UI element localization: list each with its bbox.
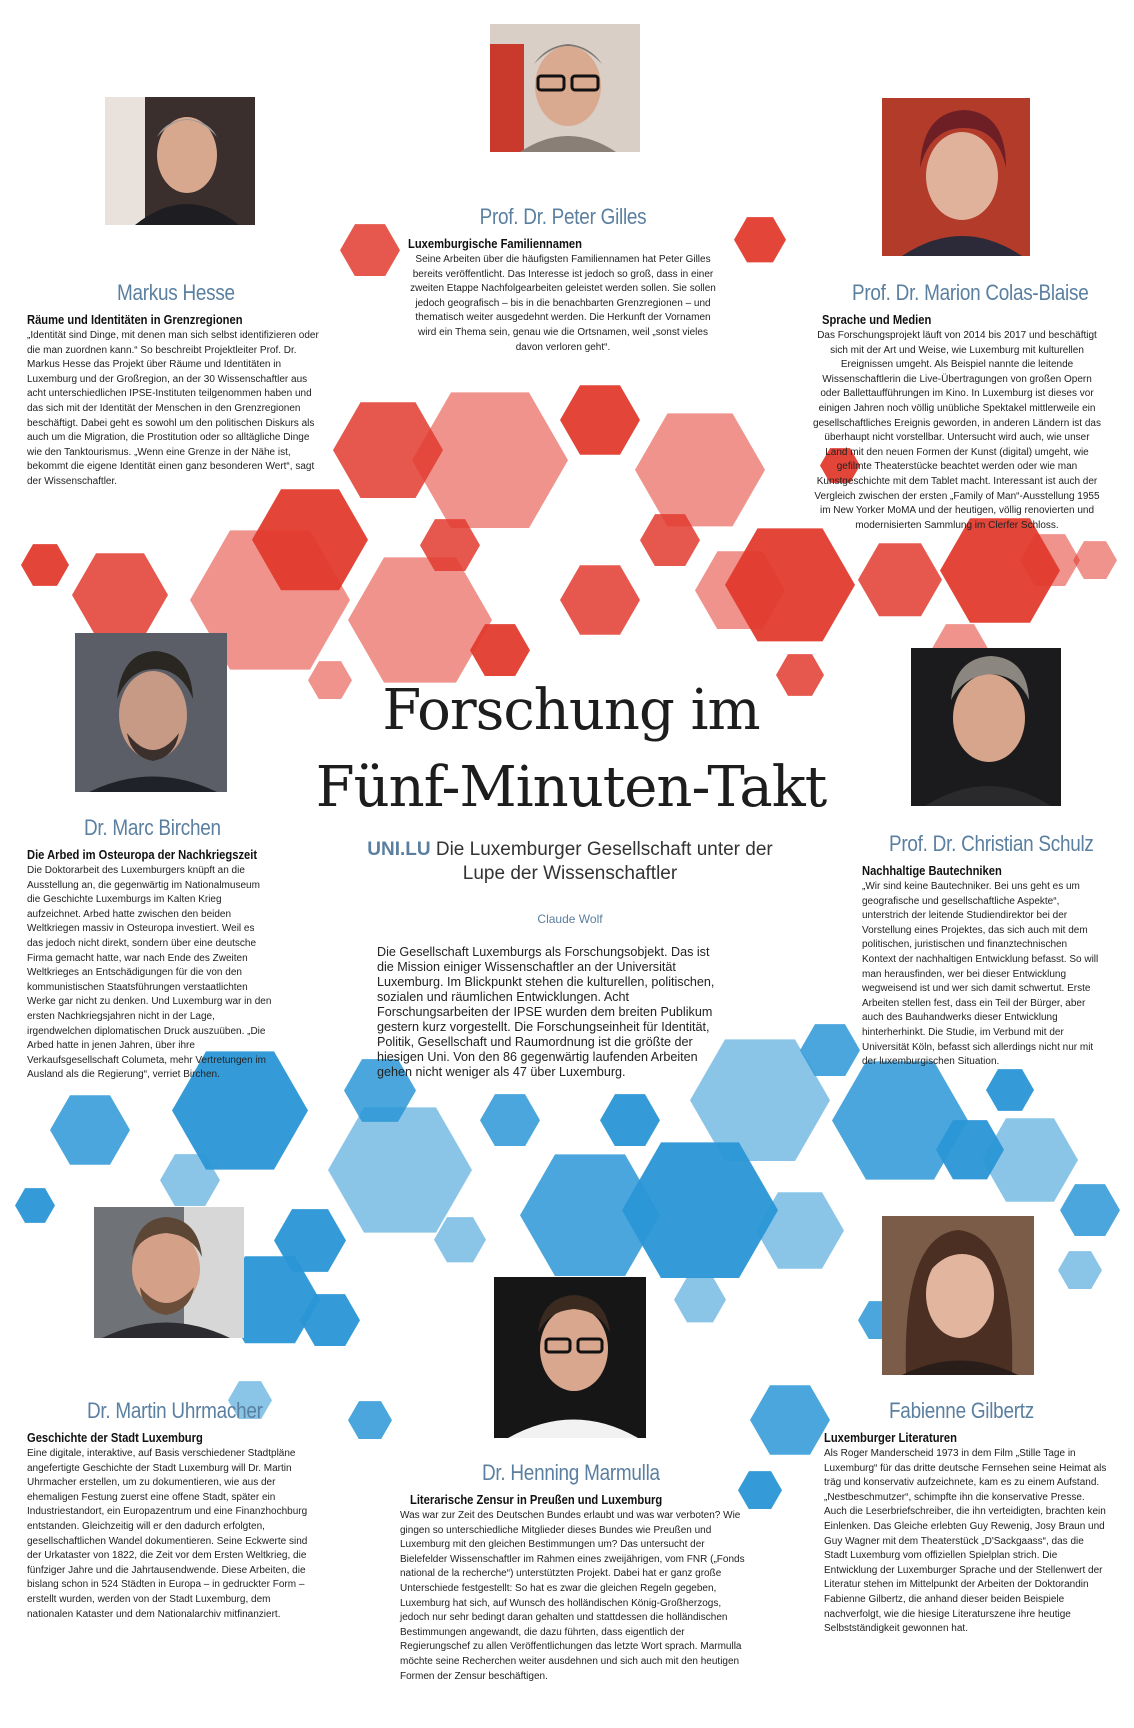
researcher-topic: Literarische Zensur in Preußen und Luxemburg	[410, 1492, 663, 1507]
lead-paragraph: Die Gesellschaft Luxemburgs als Forschungsobjekt. Das ist die Mission einiger Wissenschaftler an der Universität Luxemburg. Im Blickpunkt stehen die kulturellen, politischen, sozialen und räumlichen Entwicklungen. Acht Forschungsarbeiten der IPSE wurden dem breiten Publikum gestern kurz vorgestellt. Die Forschungseinheit für Identität, Politik, Gesellschaft und Raumordnung ist die größte der hiesigen Uni. Von den 86 gegenwärtig laufenden Arbeiten gehen nicht weniger als 47 über Luxemburg.	[377, 945, 715, 1079]
hexagon-shape	[600, 1094, 660, 1147]
researcher-markus-hesse	[27, 280, 327, 490]
portrait-henning-marmulla	[494, 1277, 646, 1438]
researcher-text: Seine Arbeiten über die häufigsten Familiennamen hat Peter Gilles bereits veröffentlicht. Das Interesse ist jedoch so groß, dass in einer zweiten Etappe Nachfolgearbeiten geleistet werden sollen. Sie sollen jedoch geografisch – bis in die benachbarten Grenzregionen – und thematisch weiter ausgedehnt werden. Die Herkunft der Vornamen wird ein Thema sein, genau wie die Ortsnamen, weil „sonst vieles davon verloren geht“.	[410, 254, 716, 353]
portrait-marc-birchen	[75, 633, 227, 792]
researcher-topic: Luxemburger Literaturen	[824, 1430, 957, 1445]
researcher-peter-gilles	[408, 204, 718, 355]
hexagon-shape	[434, 1217, 486, 1263]
researcher-martin-uhrmacher	[27, 1398, 317, 1622]
hexagon-shape	[622, 1142, 778, 1279]
hexagon-shape	[333, 402, 443, 498]
hexagon-shape	[1058, 1251, 1102, 1290]
researcher-topic: Nachhaltige Bautechniken	[862, 863, 1002, 878]
portrait-peter-gilles	[490, 24, 640, 152]
researcher-name: Prof. Dr. Christian Schulz	[889, 831, 1094, 856]
researcher-name: Fabienne Gilbertz	[889, 1398, 1034, 1423]
researcher-topic: Räume und Identitäten in Grenzregionen	[27, 312, 243, 327]
researcher-marc-birchen	[27, 815, 272, 1083]
researcher-topic: Sprache und Medien	[822, 312, 932, 327]
researcher-text: Die Doktorarbeit des Luxemburgers knüpft an die Ausstellung an, die gegenwärtig im Nationalmuseum die Geschichte Luxemburgs im Kalten Krieg aufzeichnet. Arbed hatte zwischen den beiden Weltkriegen massiv in Osteuropa investiert. Weil es das jedoch nicht direkt, sondern über eine deutsche Firma gemacht hatte, war nach Ende des Zweiten Weltkrieges an Entschädigungen für die von den kommunistischen Staatsführungen verstaatlichten Werke gar nicht zu denken. Und Luxemburg war in den ersten Nachkriegsjahren nicht in der Lage, irgendwelchen diplomatischen Druck auszuüben. „Die Arbed hatte in jenen Jahren, über ihre Verkaufsgesellschaft Columeta, mehr Vertretungen im Ausland als die Regierung“, verriet Birchen.	[27, 865, 272, 1081]
hexagon-shape	[480, 1094, 540, 1147]
researcher-henning-marmulla	[400, 1460, 745, 1684]
hexagon-shape	[340, 224, 400, 277]
researcher-text: Als Roger Manderscheid 1973 in dem Film „Stille Tage in Luxemburg“ für das dritte deutsche Fernsehen seine Heimat als träg und konservativ aufzeichnete, kam es zu einem Aufstand. „Nestbeschmutzer“, schimpfte ihn die konservative Presse. Auch die Leserbriefschreiber, die ihn verteidigten, brachten kein Einlenken. Das Gleiche erlebten Guy Rewenig, Josy Braun und Guy Wagner mit dem Theaterstück „D'Sackgaass“, das die Stadt Luxemburg vom offiziellen Spielplan strich. Die Entwicklung der Luxemburger Sprache und der Stellenwert der Literatur stehen im Mittelpunkt der Arbeiten der Doktorandin Fabienne Gilbertz, die anhand dieser beiden Beispiele nachverfolgt, wie die hiesige Literaturszene ihre heutige Selbstständigkeit gewonnen hat.	[824, 1448, 1107, 1635]
hexagon-shape	[560, 565, 640, 635]
hexagon-shape	[986, 1069, 1034, 1111]
hexagon-shape	[72, 553, 168, 637]
researcher-marion-colas-blaise	[812, 280, 1102, 533]
researcher-name: Dr. Henning Marmulla	[482, 1460, 660, 1485]
portrait-marion-colas-blaise	[882, 98, 1030, 256]
hexagon-shape	[800, 1024, 860, 1077]
hexagon-shape	[160, 1154, 220, 1207]
kicker-brand: UNI.LU	[367, 839, 431, 860]
portrait-fabienne-gilbertz	[882, 1216, 1034, 1375]
hexagon-shape	[734, 217, 786, 263]
researcher-topic: Die Arbed im Osteuropa der Nachkriegszeit	[27, 847, 258, 862]
researcher-text: Was war zur Zeit des Deutschen Bundes erlaubt und was war verboten? Wie gingen so unterschiedliche Mitglieder dieses Bundes wie Preußen und Luxemburg mit den gleichen Bestimmungen um? Das untersucht der Bielefelder Wissenschaftler im Rahmen eines zweijährigen, vom FNR („Fonds national de la recherche“) unterstützten Projekt. Dabei hat er ganz große Unterschiede festgestellt: So hat es zwar die gleichen Regeln gegeben, Luxemburg hat sich, auf Wunsch des holländischen König-Großherzogs, jedoch nur sehr bedingt daran gehalten und stattdessen die holländischen Bestimmungen angewandt, die dazu führten, dass eigentlich der Regierungschef zu allen Veröffentlichungen das letzte Wort sprach. Marmulla möchte seine Recherchen weiter ausdehnen und sich auch mit den heutigen Formen der Zensur beschäftigen.	[400, 1510, 745, 1682]
hexagon-shape	[1020, 534, 1080, 587]
hexagon-shape	[328, 1107, 472, 1233]
researcher-text: „Identität sind Dinge, mit denen man sich selbst identifizieren oder die man zuordnen kann.“ So beschreibt Projektleiter Prof. Dr. Markus Hesse das Projekt über Räume und Identitäten in Luxemburg und der Großregion, an der 30 Wissenschaftler aus acht unterschiedlichen IPSE-Instituten teilgenommen haben und das sich mit der Identität der Menschen in den Grenzregionen beschäftigt. Dabei geht es sowohl um den politischen Diskurs als auch um die Migration, die Prostitution oder so alltägliche Dinge wie den Tanktourismus. „Wenn eine Grenze in der Nähe ist, bekommt die eigene Identität einen ganz besonderen Wert“, sagt der Wissenschaftler.	[27, 330, 319, 487]
hexagon-shape	[858, 543, 942, 617]
headline-line-2: Fünf-Minuten-Takt	[315, 755, 827, 820]
researcher-name: Prof. Dr. Marion Colas-Blaise	[852, 280, 1089, 305]
hexagon-shape	[695, 551, 785, 630]
researcher-topic: Luxemburgische Familiennamen	[408, 236, 582, 251]
hexagon-shape	[1060, 1184, 1120, 1237]
hexagon-shape	[1073, 541, 1117, 580]
portrait-martin-uhrmacher	[94, 1207, 244, 1338]
researcher-name: Dr. Marc Birchen	[84, 815, 221, 840]
portrait-christian-schulz	[911, 648, 1061, 806]
researcher-name: Prof. Dr. Peter Gilles	[479, 204, 647, 229]
researcher-text: Eine digitale, interaktive, auf Basis verschiedener Stadtpläne angefertigte Geschichte der Stadt Luxemburg will Dr. Martin Uhrmacher erstellen, um zu dokumentieren, wie aus der ehemaligen Festung zuerst eine offene Stadt, später ein Industriestandort, ein Europazentrum und eine Finanzhochburg entstanden. Gleichzeitig will er den dadurch erfolgten, gesellschaftlichen Wandel dokumentieren. Seine Eckwerte sind der Urkataster von 1822, die Zeit vor dem Ersten Weltkrieg, die fünfziger Jahre und die Jahrtausendwende. Diese Arbeiten, die bislang schon in 524 Städten in Europa – in gedruckter Form – erstellt wurden, werden von der Stadt Luxemburg, dem nationalen Kataster und dem Nationalarchiv mitfinanziert.	[27, 1448, 308, 1620]
hexagon-shape	[674, 1277, 726, 1323]
researcher-fabienne-gilbertz	[824, 1398, 1109, 1637]
hexagon-shape	[756, 1192, 844, 1269]
researcher-topic: Geschichte der Stadt Luxemburg	[27, 1430, 203, 1445]
kicker-text: Die Luxemburger Gesellschaft unter der Lupe der Wissenschaftler	[435, 839, 773, 884]
hexagon-shape	[15, 1188, 55, 1223]
hexagon-shape	[560, 385, 640, 455]
hexagon-shape	[640, 514, 700, 567]
hexagon-shape	[750, 1385, 830, 1455]
hexagon-shape	[348, 1401, 392, 1440]
kicker	[360, 838, 780, 886]
researcher-text: „Wir sind keine Bautechniker. Bei uns geht es um geografische und gesellschaftliche Aspekte“, unterstrich der leitende Studiendirektor bei der Vorstellung eines Projektes, das sich auch mit dem politischen, juristischen und finanztechnischen Kontext der nachhaltigen Entwicklung befasst. So will man herausfinden, wer bei dieser Entwicklung wegweisend ist und wer sich damit schwertut. Erste Arbeiten stellen fest, dass ein Teil der Bürger, aber auch des Bauhandwerks dieser Entwicklung hinterherhinkt. Die Studie, im Verbund mit der Universität Köln, befasst sich allerdings nicht nur mit der luxemburgischen Situation.	[862, 881, 1099, 1068]
researcher-name: Markus Hesse	[117, 280, 235, 305]
author-byline: Claude Wolf	[537, 912, 603, 926]
headline	[280, 672, 862, 826]
researcher-name: Dr. Martin Uhrmacher	[87, 1398, 263, 1423]
portrait-markus-hesse	[105, 97, 255, 225]
headline-line-1: Forschung im	[382, 678, 760, 743]
researcher-text: Das Forschungsprojekt läuft von 2014 bis 2017 und beschäftigt sich mit der Art und Weise, wie Luxemburg mit kulturellen Ereignissen umgeht. Als Beispiel nannte die leitende Wissenschaftlerin die Live-Übertragungen von großen Opern oder Ballettaufführungen im Kino. In Luxemburg ist dieses vor einigen Jahren noch völlig unübliche Spektakel mittlerweile ein gesellschaftliches Ereignis geworden, in anderen Ländern ist das überhaupt nicht vorstellbar. Untersucht wird auch, wie unser Land mit den neuen Formen der Kunst (digital) umgeht, wie gefilmte Theaterstücke beachtet werden oder wie man Kunstgeschichte mit dem Tablet macht. Interessant ist auch der Vergleich zwischen der ersten „Family of Man“-Ausstellung 1955 im New Yorker MoMA und der heutigen, völlig renovierten und modernisierten Sammlung im Clerfer Schloss.	[813, 330, 1101, 531]
researcher-christian-schulz	[862, 831, 1102, 1070]
hexagon-shape	[635, 413, 765, 527]
hexagon-shape	[470, 624, 530, 677]
hexagon-shape	[21, 544, 69, 586]
hexagon-shape	[50, 1095, 130, 1165]
